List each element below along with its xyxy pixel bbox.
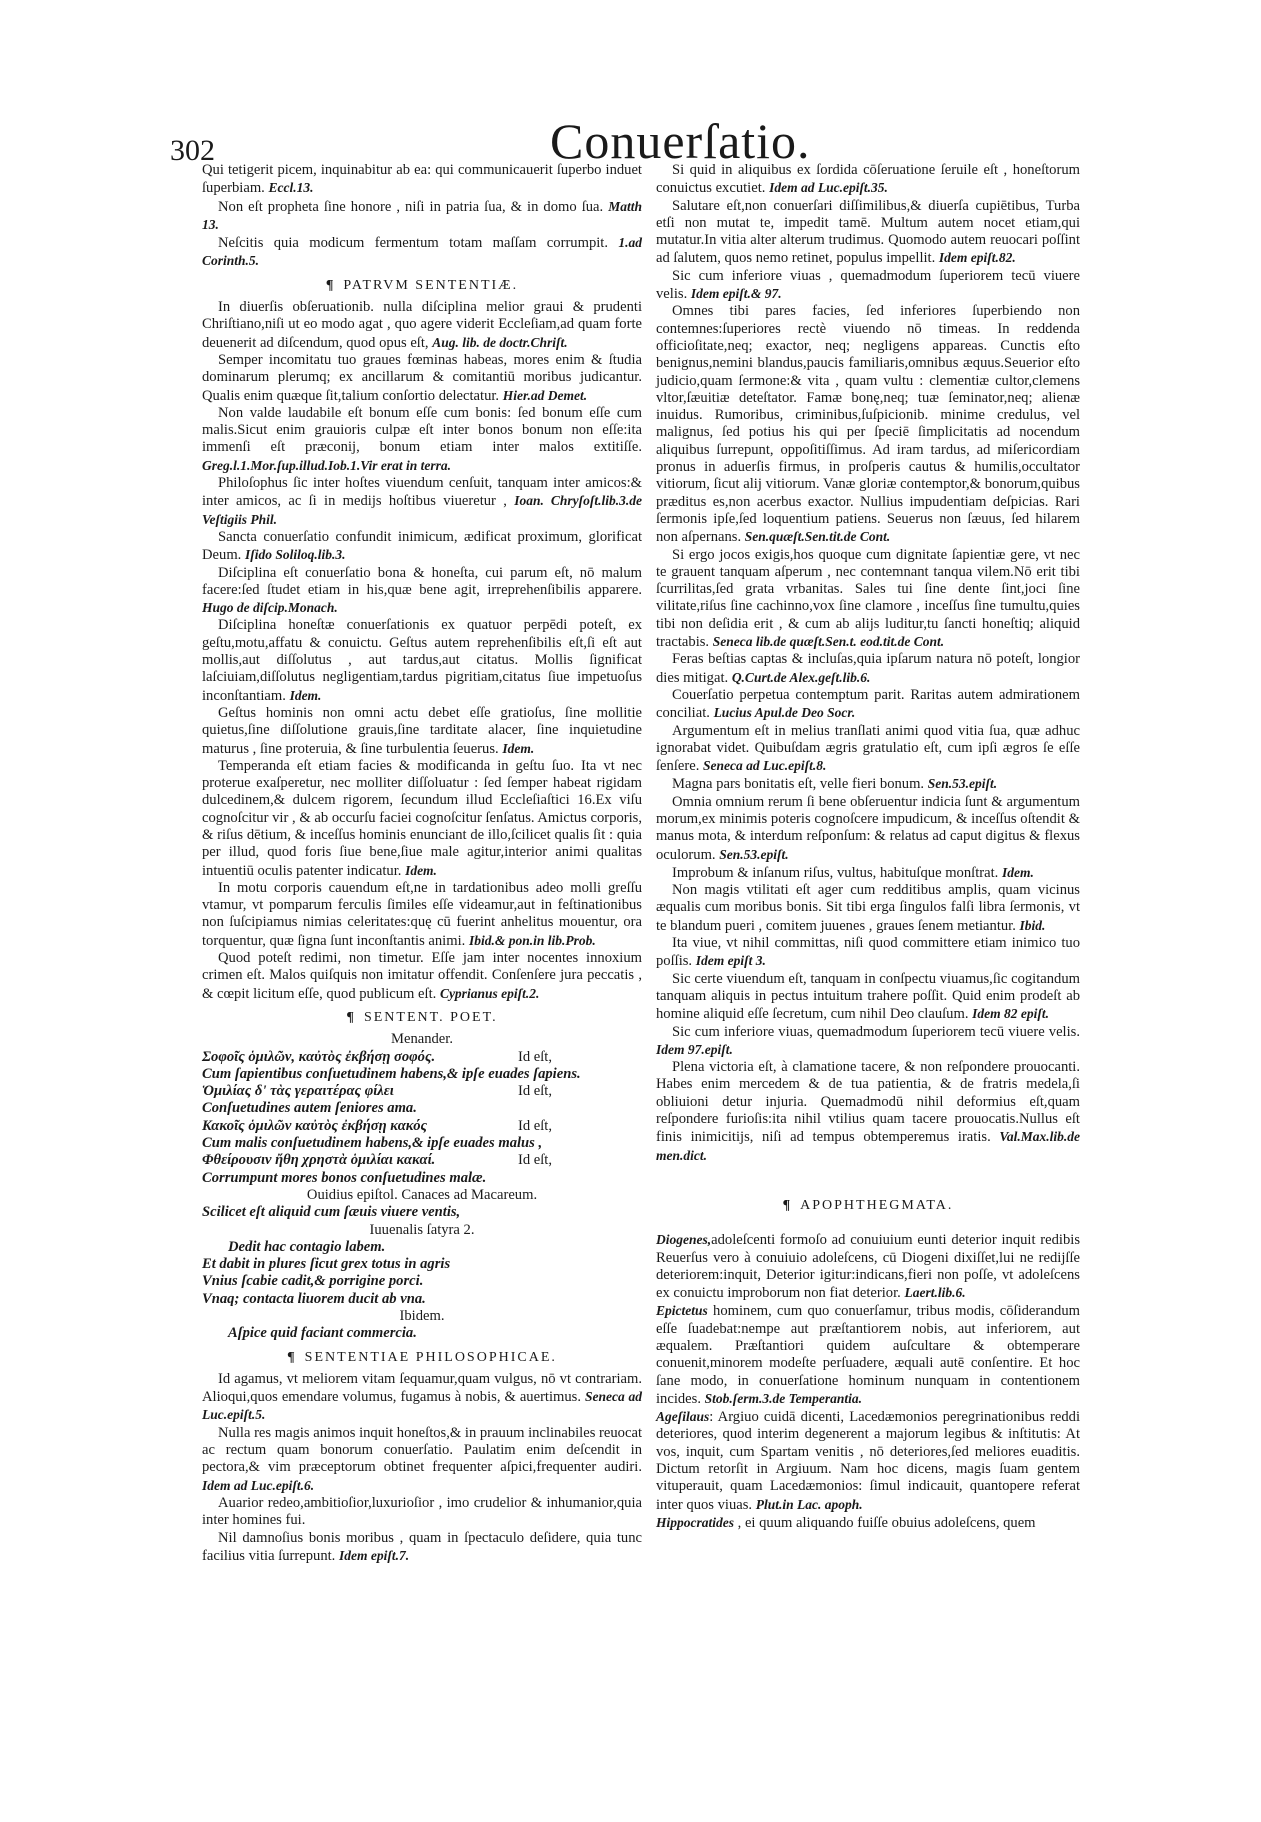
- citation: Idem.: [289, 687, 322, 703]
- paragraph: Quod poteſt redimi, non timetur. Eſſe jam inter nocentes innoxium crimen eſt. Malos quiſquis non imitatur offendit. Conſenſere jura peccatis , & cœpit licitum eſſe, quod publicum eſt. Cyprianus epiſt.2.: [202, 950, 642, 1002]
- paragraph: Sic certe viuendum eſt, tanquam in conſpectu viuamus,ſic cogitandum tanquam aliquis in pectus intuitum trahere poſſit. Quid enim prodeſt ab homine aliquid eſſe ſecretum, cum nihil Deo clauſum. Idem 82 epiſt.: [656, 970, 1080, 1023]
- citation: Idem 82 epiſt.: [972, 1006, 1049, 1022]
- apophthegm: Epictetus hominem, cum quo conuerſamur, tribus modis, cōſiderandum eſſe ſuadebat:nempe aut præſtantiorem nobis, aut inferiorem, aut æqualem. Præſtantiori quidem auſcultare & obtemperare conuenit,minorem modeſte perſuadere, æquali autē conſentire. Et hoc ſane modo, in conuerſatione hominum nunquam in contentionem incides. Stob.ſerm.3.de Temperantia.: [656, 1303, 1080, 1407]
- speaker-name: Diogenes,: [656, 1232, 712, 1248]
- apophthegm: Diogenes,adoleſcenti formoſo ad conuiuium eunti deterior inquit redibis Reuerſus vero à conuiuio adoleſcens, cū Diogeni dixiſſet,lui ne redijſſe deteriorem:inquit, Deterior igitur:indicans,fieri non poſſe, vt adoleſcens ex conuictu improborum non fiat deterior. Laert.lib.6.: [656, 1232, 1080, 1302]
- latin-verse: Vnaq; contacta liuorem ducit ab vna.: [202, 1290, 426, 1307]
- poet-name: Ouidius epiſtol. Canaces ad Macareum.: [306, 1186, 538, 1203]
- paragraph: Qui tetigerit picem, inquinabitur ab ea: qui communicauerit ſuperbo induet ſuperbiam. Eccl.13.: [202, 162, 642, 197]
- paragraph: Omnia omnium rerum ſi bene obſeruentur indicia ſunt & argumentum morum,ex minimis poteris cognoſcere impudicum, & inceſſus oſtendit & manus mota, & interdum reſponſum: & relatus ad caput digitus & flexus oculorum. Sen.53.epiſt.: [656, 793, 1080, 863]
- section-heading: ¶ PATRVM SENTENTIÆ.: [325, 277, 519, 293]
- latin-verse: Vnius ſcabie cadit,& porrigine porci.: [202, 1273, 424, 1290]
- greek-verse: Ὁμιλίας δ' τὰς γεραιτέρας φίλει: [202, 1083, 394, 1100]
- latin-verse: Cum ſapientibus conſuetudinem habens,& ipſe euades ſapiens.: [202, 1065, 581, 1082]
- paragraph: Omnes tibi pares facies, ſed inferiores ſuperbiendo non contemnes:ſuperiores rectè viuendo nō timeas. In reddenda officioſitate,neq; exactor, neq; negligens appareas. Cunctis eſto benignus,nemini blandus,paucis familiaris,omnibus æquus.Seuerior eſto judicio,quam ſermone:& vita , quam vultu : clementiæ cultor,clemens vltor,ſæuitiæ deteſtator. Famæ bonę,neq; tuæ ſeminator,neq; alienæ inuidus. Rumoribus, criminibus,ſuſpicionib. minime credulus, vel malignus, ſed potius his qui per ſpeciē ſimplicitatis ad nocendum aliquibus ſurrepunt, oppoſitiſſimus. Ad iram tardus, ad miſericordiam pronus in aduerſis firmus, in proſperis cautus & humilis,occultator vitiorum, ſicut alij vitiorum. Vanæ gloriæ contemptor,& bonorum,quibus præditus es,non acerbus exactor. Nullius impudentiam deſpicias. Rari ſermonis ipſe,ſed loquentium patiens. Seuerus non ſæuus, ſed hilarem non aſpernans. Sen.quæſt.Sen.tit.de Cont.: [656, 303, 1080, 546]
- paragraph: In diuerſis obſeruationib. nulla diſciplina melior graui & prudenti Chriſtiano,niſi ut eo modo agat , quo agere viderit Eccleſiam,ad quam forte deuenerit ad diſcendum, quod opus eſt, Aug. lib. de doctr.Chriſt.: [202, 299, 642, 351]
- citation: Idem epiſt.82.: [938, 250, 1016, 266]
- citation: Idem.: [1001, 864, 1034, 880]
- citation: Idem.: [502, 740, 535, 756]
- citation: Seneca ad Luc.epiſt.8.: [703, 758, 827, 774]
- greek-verse: Κακοῖς ὁμιλῶν καὐτὸς ἐκβήσῃ κακός: [202, 1117, 428, 1134]
- idest-label: Id eſt,: [517, 1152, 552, 1169]
- citation: Sen.53.epiſt.: [927, 776, 998, 792]
- paragraph: Plena victoria eſt, à clamatione tacere, & non reſpondere prouocanti. Habes enim mercedem & de tua patientia, & de fratris medela,ſi obliuioni detur injuria. Quemadmodū nihil deformius eſt,quam reſpondere furioſis:ita nihil vtilius quam tacere prouocatis.Nullus eſt finis inimicitijs, niſi ad tempus obtemperemus iratis. Val.Max.lib.de men.dict.: [656, 1059, 1080, 1163]
- citation: Iſido Soliloq.lib.3.: [244, 547, 346, 563]
- paragraph: Nil damnoſius bonis moribus , quam in ſpectaculo deſidere, quia tunc facilius vitia ſurrepunt. Idem epiſt.7.: [202, 1529, 642, 1564]
- idest-label: Id eſt,: [517, 1083, 552, 1100]
- citation: Idem epiſt 3.: [695, 953, 766, 969]
- citation: Greg.l.1.Mor.ſup.illud.Iob.1.Vir erat in terra.: [202, 457, 452, 473]
- citation: Ioan. Chryſoſt.lib.3.de Veſtigiis Phil.: [202, 493, 642, 527]
- latin-verse: Scilicet eſt aliquid cum ſæuis viuere ventis,: [202, 1204, 461, 1221]
- latin-verse: Et dabit in plures ſicut grex totus in agris: [202, 1256, 451, 1273]
- paragraph: Neſcitis quia modicum fermentum totam maſſam corrumpit. 1.ad Corinth.5.: [202, 235, 642, 269]
- latin-verse: Aſpice quid faciant commercia.: [228, 1325, 417, 1342]
- greek-verse-row: [202, 1152, 642, 1169]
- citation: Idem epiſt.7.: [339, 1547, 410, 1563]
- paragraph: Feras beſtias captas & incluſas,quia ipſarum natura nō poteſt, longior dies mitigat. Q.Curt.de Alex.geſt.lib.6.: [656, 651, 1080, 686]
- poet-name: Menander.: [390, 1031, 453, 1048]
- paragraph: In motu corporis cauendum eſt,ne in tardationibus adeo molli greſſu vtamur, vt pomparum ferculis ſimiles eſſe videamur,aut in feſtinationibus non ſuſcipiamus nimias celeritates:quę cū fuerint anhelitus mouentur, ora torquentur, quæ ſigna ſunt inconſtantis animi. Ibid.& pon.in lib.Prob.: [202, 879, 642, 949]
- apophthegm: Ageſilaus: Argiuo cuidā dicenti, Lacedæmonios peregrinationibus reddi deteriores, quod interim degenerent a majorum legibus & inſtitutis: At vos, inquit, cum Spartam venitis , nō deteriores,ſed meliores euaditis. Dictum retorſit in Argiuum. Nam hoc dicens, magis ſuam gentem vituperauit, quam Lacedæmonios: ſimul indicauit, quantopere referat inter quos viuas. Plut.in Lac. apoph.: [656, 1409, 1080, 1513]
- latin-verse: Dedit hac contagio labem.: [228, 1238, 386, 1255]
- speaker-name: Ageſilaus: [656, 1409, 710, 1425]
- paragraph: Sic cum inferiore viuas , quemadmodum ſuperiorem tecū viuere velis. Idem epiſt.& 97.: [656, 267, 1080, 303]
- greek-verse-row: [202, 1083, 642, 1100]
- citation: Seneca ad Luc.epiſt.5.: [202, 1389, 643, 1423]
- poet-name: Ibidem.: [399, 1308, 445, 1324]
- paragraph: Geſtus hominis non omni actu debet eſſe gratioſus, ſine mollitie quietus,ſine diſſolutione grauis,ſine tarditate alacer, ſine inquietudine maturus , ſine proteruia, & ſine turbulentia ſeuerus. Idem.: [202, 704, 642, 757]
- idest-label: Id eſt,: [517, 1048, 552, 1065]
- paragraph: Id agamus, vt meliorem vitam ſequamur,quam vulgus, nō vt contrariam. Alioqui,quos emendare volumus, fugamus à nobis, & auertimus. Seneca ad Luc.epiſt.5.: [202, 1370, 643, 1423]
- section-heading: ¶ SENTENT. POET.: [346, 1009, 498, 1025]
- apophthegm: Hippocratides , ei quum aliquando fuiſſe obuius adoleſcens, quem: [656, 1514, 1036, 1531]
- paragraph: Ita viue, vt nihil committas, niſi quod committere etiam inimico tuo poſſis. Idem epiſt 3.: [656, 935, 1080, 970]
- citation: Q.Curt.de Alex.geſt.lib.6.: [731, 669, 871, 685]
- greek-verse-row: [202, 1118, 642, 1135]
- citation: Idem.: [405, 862, 437, 878]
- citation: Val.Max.lib.de men.dict.: [656, 1129, 1080, 1163]
- paragraph: Auarior redeo,ambitioſior,luxurioſior , imo crudelior & inhumanior,quia inter homines fui.: [202, 1494, 642, 1529]
- paragraph: Couerſatio perpetua contemptum parit. Raritas autem admirationem conciliat. Lucius Apul.de Deo Socr.: [656, 686, 1080, 722]
- idest-label: Id eſt,: [517, 1117, 552, 1134]
- citation: Hugo de diſcip.Monach.: [202, 600, 338, 616]
- paragraph: Sic cum inferiore viuas, quemadmodum ſuperiorem tecū viuere velis. Idem 97.epiſt.: [656, 1023, 1080, 1057]
- page-header: [170, 112, 1090, 169]
- citation: Hier.ad Demet.: [502, 387, 588, 403]
- paragraph: Salutare eſt,non conuerſari diſſimilibus,& diuerſa cupiētibus, Turba etſi non mutat te, impedit tamē. Multum autem nocet etiam,qui mutatur.In vitia alter alterum trudimus. Quomodo autem reuocari poſſint ad ſalutem, quos nemo retinet, populus impellit. Idem epiſt.82.: [656, 197, 1080, 267]
- citation: Sen.quæſt.Sen.tit.de Cont.: [744, 529, 891, 545]
- citation: Cyprianus epiſt.2.: [439, 985, 540, 1001]
- citation: Lucius Apul.de Deo Socr.: [713, 705, 856, 721]
- latin-verse: Cum malis conſuetudinem habens,& ipſe euades malus ,: [202, 1135, 543, 1152]
- paragraph: Si ergo jocos exigis,hos quoque cum dignitate ſapientiæ gere, vt nec te grauent tanquam aſperum , nec contemnant tanqua vilem.Nō erit tibi ſcurrilitas,ſed grata vrbanitas. Sales tui ſine dente ſint,joci ſine vilitate,riſus ſine cachinno,vox ſine clamore , inceſſus ſine tumultu,quies tibi non deſidia erit , & cum ab alijs luditur,tu ſancti honeſtiq; aliquid tractabis. Seneca lib.de quæſt.Sen.t. eod.tit.de Cont.: [656, 546, 1080, 651]
- greek-verse: Φθείρουσιν ἤθη χρηστὰ ὁμιλίαι κακαί.: [202, 1152, 436, 1169]
- citation: Idem ad Luc.epiſt.6.: [202, 1477, 315, 1493]
- paragraph: Non valde laudabile eſt bonum eſſe cum bonis: ſed bonum eſſe cum malis.Sicut enim grauioris culpæ eſt inter bonos bonum non eſſe:ita immenſi eſt præconij, bonum etiam inter malos extitiſſe. Greg.l.1.Mor.ſup.illud.Iob.1.Vir erat in terra.: [202, 404, 642, 473]
- citation: Laert.lib.6.: [904, 1285, 966, 1301]
- paragraph: Diſciplina eſt conuerſatio bona & honeſta, cui parum eſt, nō malum facere:ſed ſtudet etiam in his,quæ bene agit, irreprehenſibilis apparere. Hugo de diſcip.Monach.: [202, 564, 642, 616]
- citation: Idem 97.epiſt.: [656, 1041, 733, 1057]
- running-head: Conuerſatio.: [550, 113, 811, 169]
- latin-verse: Conſuetudines autem ſeniores ama.: [202, 1100, 417, 1117]
- citation: Seneca lib.de quæſt.Sen.t. eod.tit.de Cont.: [712, 634, 945, 650]
- paragraph: Non magis vtilitati eſt ager cum redditibus amplis, quam vicinus æqualis cum moribus bonis. Sit tibi erga ſingulos falſi libra ſermonis, vt te blandum pueri , comitem juuenes , graues ſenem metiantur. Ibid.: [656, 882, 1080, 934]
- paragraph: Diſciplina honeſtæ conuerſationis ex quatuor perpēdi poteſt, ex geſtu,motu,affatu & conuictu. Geſtus autem reprehenſibilis eſt,ſi eſt aut mollis,aut diſſolutus , aut tardus,aut citatus. Mollis ſignificat laſciuiam,diſſolutus negligentiam,tardus pigritiam,citatus ſiue impetuoſus inconſtantiam. Idem.: [202, 617, 642, 704]
- citation: Idem epiſt.& 97.: [690, 286, 782, 302]
- citation: Matth 13.: [202, 198, 642, 232]
- paragraph: Philoſophus ſic inter hoſtes viuendum cenſuit, tanquam inter amicos:& inter amicos, ac ſi in medijs hoſtibus viueretur , Ioan. Chryſoſt.lib.3.de Veſtigiis Phil.: [202, 475, 642, 527]
- paragraph: Si quid in aliquibus ex ſordida cōſeruatione ſeruile eſt , honeſtorum conuictus excutiet. Idem ad Luc.epiſt.35.: [656, 162, 1080, 197]
- paragraph: Temperanda eſt etiam facies & modificanda in geſtu ſuo. Ita vt nec proterue exaſperetur, nec molliter diſſoluatur : ſed ſemper habeat rigidam dulcedinem,& dulcem rigorem, ſecundum illud Eccleſiaſtici 16.Ex viſu cognoſcitur vir , & ab occurſu faciei cognoſcitur ſenſatus. Amictus corporis, & riſus dētium, & inceſſus hominis enunciant de illo,ſcilicet qualis ſit : quia per illud, quod foris ſiue bene,ſiue male agitur,interior animi qualitas intuentiū oculis patenter indicatur. Idem.: [202, 757, 642, 879]
- citation: Stob.ſerm.3.de Temperantia.: [704, 1390, 863, 1406]
- paragraph: Sancta conuerſatio confundit inimicum, ædificat proximum, glorificat Deum. Iſido Soliloq.lib.3.: [202, 528, 642, 564]
- left-column: [202, 162, 642, 1565]
- citation: Ibid.& pon.in lib.Prob.: [468, 932, 596, 948]
- paragraph: Nulla res magis animos inquit honeſtos,& in prauum inclinabiles reuocat ac rectum quam bonorum conuerſatio. Paulatim enim deſcendit in pectora,& vim præceptorum obtinet frequenter aſpici,frequenter audiri. Idem ad Luc.epiſt.6.: [202, 1424, 642, 1493]
- paragraph: Improbum & inſanum riſus, vultus, habituſque monſtrat. Idem.: [672, 864, 1034, 881]
- right-column: [656, 162, 1080, 1532]
- section-heading: ¶ APOPHTHEGMATA.: [782, 1197, 954, 1213]
- citation: Plut.in Lac. apoph.: [755, 1496, 863, 1512]
- citation: 1.ad Corinth.5.: [202, 235, 642, 269]
- greek-verse: Σοφοῖς ὁμιλῶν, καὐτὸς ἐκβήσῃ σοφός.: [202, 1048, 436, 1065]
- paragraph: Non eſt propheta ſine honore , niſi in patria ſua, & in domo ſua. Matth 13.: [202, 198, 642, 232]
- paragraph: Magna pars bonitatis eſt, velle fieri bonum. Sen.53.epiſt.: [672, 776, 998, 793]
- speaker-name: Epictetus: [656, 1303, 708, 1319]
- paragraph: Argumentum eſt in melius tranſlati animi quod vitia ſua, quæ adhuc ignorabat videt. Quibuſdam ægris gratulatio eſt, cum ipſi ægros ſe eſſe ſenſere. Seneca ad Luc.epiſt.8.: [656, 722, 1080, 775]
- citation: Ibid.: [1019, 917, 1046, 933]
- paragraph: Semper incomitatu tuo graues fœminas habeas, mores enim & ſtudia dominarum plerumq; ex ancillarum & comitantiū moribus judicantur. Qualis enim quæque ſit,talium conſortio delectatur. Hier.ad Demet.: [202, 351, 642, 404]
- section-heading: ¶ SENTENTIAE PHILOSOPHICAE.: [287, 1349, 557, 1365]
- latin-verse: Corrumpunt mores bonos conſuetudines malæ.: [202, 1169, 487, 1186]
- poet-name: Iuuenalis ſatyra 2.: [369, 1221, 475, 1238]
- speaker-name: Hippocratides: [656, 1514, 734, 1530]
- page-number: 302: [170, 134, 215, 167]
- citation: Eccl.13.: [268, 180, 314, 196]
- citation: Sen.53.epiſt.: [719, 846, 789, 862]
- greek-verse-row: [202, 1049, 642, 1066]
- citation: Idem ad Luc.epiſt.35.: [769, 180, 888, 196]
- citation: Aug. lib. de doctr.Chriſt.: [432, 334, 568, 350]
